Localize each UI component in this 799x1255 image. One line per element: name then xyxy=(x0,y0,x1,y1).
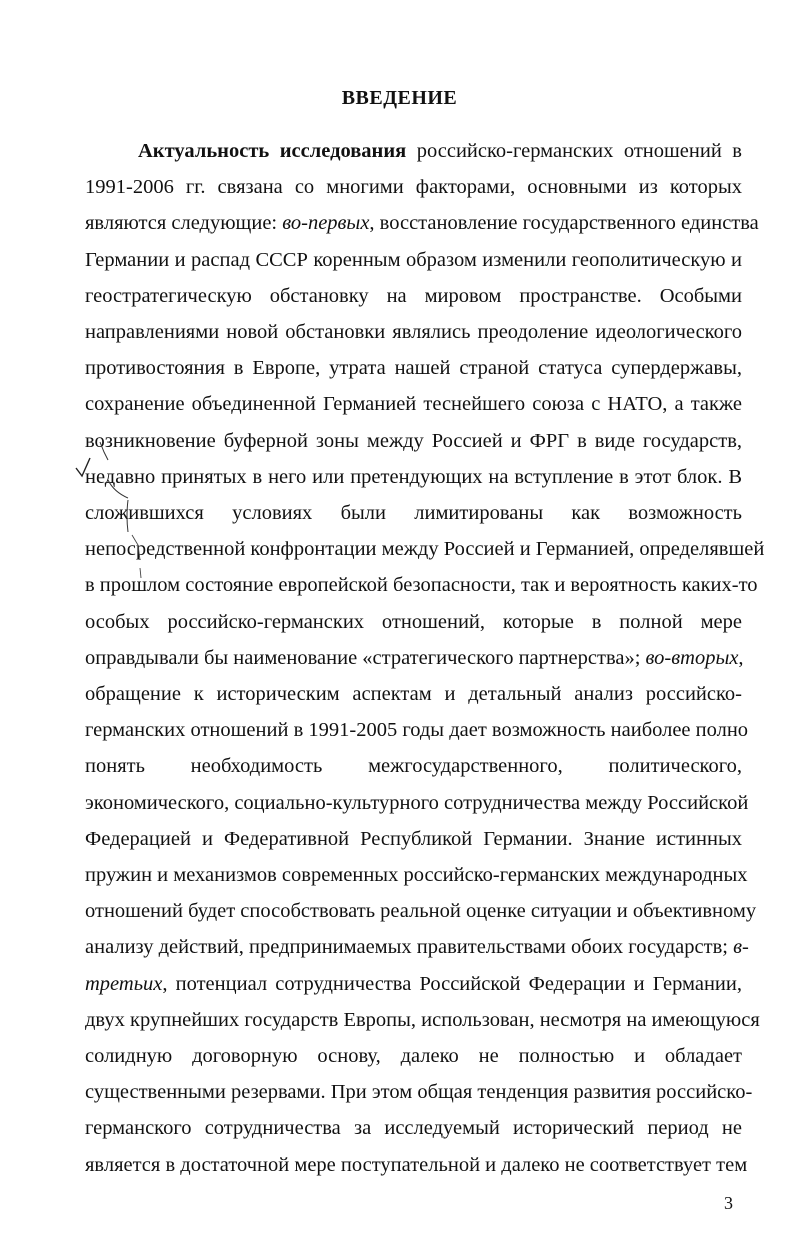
text-line xyxy=(85,862,748,888)
text-span: в прошлом состояние европейской безопасности, так и вероятность каких-то xyxy=(85,574,758,597)
text-line xyxy=(85,1079,753,1105)
text-line xyxy=(85,319,742,345)
text-line xyxy=(85,1152,748,1178)
text-span: германского сотрудничества за исследуемый исторический период не xyxy=(85,1117,742,1140)
text-line xyxy=(138,138,742,164)
text-span: обращение к историческим аспектам и детальный анализ российско- xyxy=(85,683,742,705)
italic-text: в- xyxy=(733,936,749,959)
text-line xyxy=(85,283,742,309)
page-number: 3 xyxy=(724,1193,733,1213)
text-span: является в достаточной мере поступательной и далеко не соответствует тем xyxy=(85,1153,748,1176)
text-span: направлениями новой обстановки являлись преодоление идеологического xyxy=(85,321,742,343)
text-line xyxy=(85,681,742,707)
text-line xyxy=(85,717,749,743)
text-line xyxy=(85,500,742,526)
text-line xyxy=(85,1007,760,1033)
text-line xyxy=(85,355,742,381)
text-line xyxy=(85,247,742,273)
text-line xyxy=(85,753,742,779)
text-line xyxy=(85,609,742,635)
text-span: сохранение объединенной Германией теснейшего союза с НАТО, а также xyxy=(85,393,742,416)
text-line xyxy=(85,1115,742,1141)
text-span: , восстановление государственного единства xyxy=(369,212,759,235)
text-line xyxy=(85,428,742,454)
text-line xyxy=(85,572,758,598)
text-line xyxy=(85,971,742,997)
text-span: особых российско-германских отношений, которые в полной мере xyxy=(85,610,742,633)
text-span: , xyxy=(738,646,744,669)
text-span: 1991-2006 гг. связана со многими факторами, основными из которых xyxy=(85,176,742,199)
text-span: возникновение буферной зоны между Россией и ФРГ в виде государств, xyxy=(85,429,742,452)
text-line xyxy=(85,464,742,490)
text-line xyxy=(85,826,742,852)
text-span: двух крупнейших государств Европы, использован, несмотря на имеющуюся xyxy=(85,1008,760,1031)
text-span: существенными резервами. При этом общая тенденция развития российско- xyxy=(85,1081,753,1104)
text-span: отношений будет способствовать реальной оценке ситуации и объективному xyxy=(85,900,757,923)
text-span: являются следующие: xyxy=(85,212,283,235)
text-span: экономического, социально-культурного сотрудничества между Российской xyxy=(85,791,749,814)
text-span: Федерацией и Федеративной Республикой Германии. Знание истинных xyxy=(85,827,742,850)
text-line xyxy=(85,934,749,960)
text-span: анализу действий, предпринимаемых правительствами обоих государств; xyxy=(85,936,734,959)
text-span: непосредственной конфронтации между Россией и Германией, определявшей xyxy=(85,538,765,561)
text-span: понять необходимость межгосударственного, политического, xyxy=(85,755,742,778)
italic-text: третьих xyxy=(85,972,163,995)
text-span: российско-германских отношений в xyxy=(406,140,742,162)
text-span: солидную договорную основу, далеко не полностью и обладает xyxy=(85,1045,742,1067)
text-span: , потенциал сотрудничества Российской Федерации и Германии, xyxy=(162,972,742,995)
text-span: геостратегическую обстановку на мировом пространстве. Особыми xyxy=(85,284,742,307)
text-span: пружин и механизмов современных российско-германских международных xyxy=(85,864,748,886)
text-line xyxy=(85,898,757,924)
italic-text: во-первых xyxy=(282,212,370,235)
text-line xyxy=(85,645,742,671)
text-span: германских отношений в 1991-2005 годы дает возможность наиболее полно xyxy=(85,719,749,742)
text-line xyxy=(85,536,765,562)
page-title: ВВЕДЕНИЕ xyxy=(341,87,458,109)
text-span: оправдывали бы наименование «стратегического партнерства»; xyxy=(85,646,646,669)
text-line xyxy=(85,790,749,816)
text-line xyxy=(85,174,742,200)
text-span: Германии и распад СССР коренным образом изменили геополитическую и xyxy=(85,248,742,271)
bold-text: Актуальность исследования xyxy=(138,140,407,162)
text-span: недавно принятых в него или претендующих на вступление в этот блок. В xyxy=(85,465,742,488)
text-line xyxy=(85,210,759,236)
text-line xyxy=(85,391,742,417)
italic-text: во-вторых xyxy=(645,646,739,669)
text-span: сложившихся условиях были лимитированы как возможность xyxy=(85,502,742,524)
text-span: противостояния в Европе, утрата нашей страной статуса супердержавы, xyxy=(85,357,742,380)
text-line xyxy=(85,1043,742,1069)
